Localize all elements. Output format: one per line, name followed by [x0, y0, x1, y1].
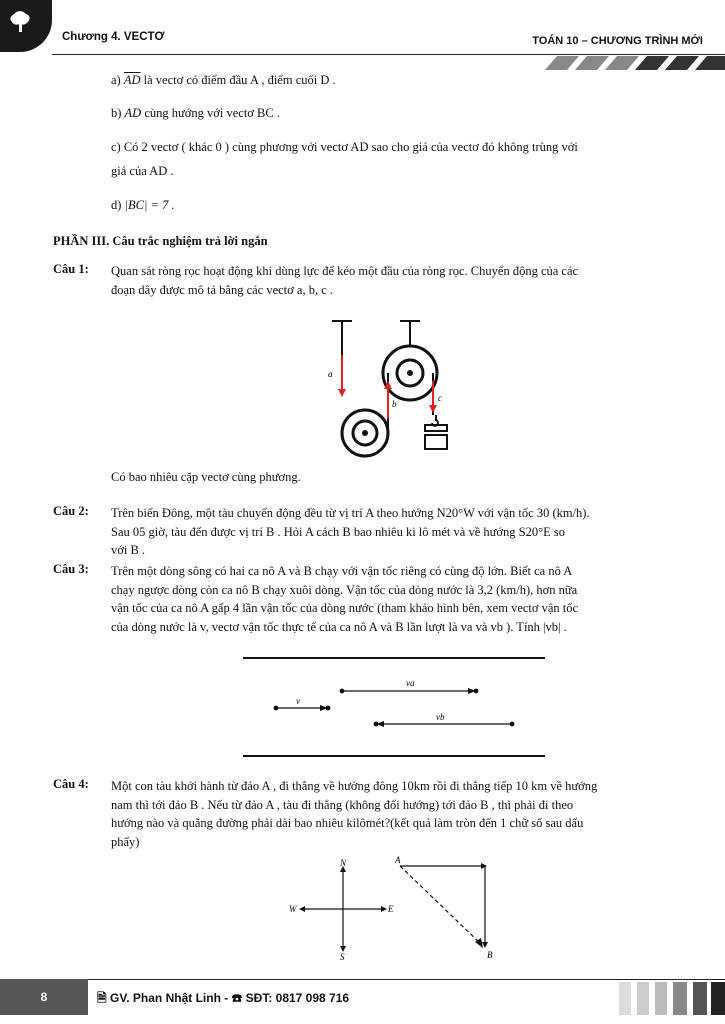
option-d: d) |BC| = 7 .: [111, 198, 175, 212]
q4-line-1: Một con tàu khởi hành từ đảo A , đi thẳng về hướng đông 10km rồi đi thẳng tiếp 10 km về hướng: [111, 779, 598, 793]
footer-bars: [615, 979, 725, 1015]
q4-label: Câu 4:: [53, 777, 89, 791]
q4-line-2: nam thì tới đảo B . Nếu từ đảo A , tàu đi thẳng (không đổi hướng) tới đảo B , thì phải đi theo: [111, 797, 574, 812]
q3-line-1: Trên một dòng sông có hai ca nô A và B chạy với vận tốc riêng có cùng độ lớn. Biết ca nô A: [111, 564, 573, 578]
header-logo: [0, 0, 52, 52]
q4-line-3: hướng nào và quãng đường phải dài bao nhiêu kilômét?(kết quả làm tròn đến 1 chữ số sau dấu: [111, 816, 584, 830]
q3-label: Câu 3:: [53, 562, 89, 576]
author-name: GV. Phan Nhật Linh: [110, 991, 221, 1005]
q1-line-1: Quan sát ròng rọc hoạt động khi dùng lực để kéo một đầu của ròng rọc. Chuyển động của các: [111, 264, 579, 278]
vec-v-label: v: [296, 696, 300, 706]
east-label: E: [388, 904, 394, 914]
q1-text: [111, 262, 673, 299]
vec-a-label: a: [328, 369, 333, 379]
chapter-title: Chương 4. VECTƠ: [62, 31, 165, 43]
phone-icon: ☎: [231, 991, 243, 1005]
q3-line-3: vận tốc của ca nô A gấp 4 lần vận tốc của dòng nước (tham khảo hình bên, xem vectơ vận tốc: [111, 601, 579, 615]
option-c: c) Có 2 vectơ ( khác 0 ) cùng phương với vectơ AD sao cho giá của vectơ đó không trùng với: [111, 140, 578, 154]
footer-author: [97, 989, 349, 1010]
q3-line-2: chạy ngược dòng còn ca nô B chạy xuôi dòng. Vận tốc của dòng nước là 3,2 (km/h), hơn nữa: [111, 582, 578, 597]
south-label: S: [340, 952, 345, 962]
q1-label: Câu 1:: [53, 262, 89, 276]
q1-after: Có bao nhiêu cặp vectơ cùng phương.: [111, 470, 301, 484]
author-phone: SĐT: 0817 098 716: [245, 991, 350, 1005]
q2-line-3: với B .: [111, 543, 146, 557]
q2-label: Câu 2:: [53, 504, 89, 518]
pulley-figure: [320, 315, 460, 460]
q4-text: [111, 777, 673, 851]
header-stripes: [535, 56, 725, 70]
document-icon: 🗎: [97, 991, 107, 1005]
section-title: PHẦN III. Câu trắc nghiệm trả lời ngắn: [53, 234, 268, 248]
option-c-line2: giá của AD .: [111, 164, 174, 178]
q2-text: [111, 504, 673, 560]
page-number: 8: [0, 979, 88, 1015]
q3-line-4: của dòng nước là v, vectơ vận tốc thực tế của ca nô A và B lần lượt là va và vb ). Tính |vb| .: [111, 619, 567, 634]
vec-b-label: b: [392, 399, 397, 409]
vec-c-label: c: [438, 393, 442, 403]
north-label: N: [340, 858, 347, 868]
q1-line-2: đoạn dây được mô tả bằng các vectơ a, b, c .: [111, 282, 333, 297]
course-title: TOÁN 10 – CHƯƠNG TRÌNH MỚI: [532, 35, 703, 47]
option-b: b) AD cùng hướng với vectơ BC .: [111, 106, 280, 120]
footer-separator: -: [224, 991, 229, 1005]
point-a-label: A: [395, 855, 401, 865]
q4-line-4: phẩy): [111, 834, 140, 849]
header-divider: [52, 54, 725, 55]
vec-vb-label: vb: [436, 712, 445, 722]
footer: [0, 979, 725, 1015]
vec-va-label: va: [406, 678, 415, 688]
q2-line-2: Sau 05 giờ, tàu đến được vị trí B . Hỏi A cách B bao nhiêu ki lô mét và về hướng S20°E so: [111, 524, 565, 539]
q2-line-1: Trên biển Đông, một tàu chuyển động đều từ vị trí A theo hướng N20°W với vận tốc 30 (km/h).: [111, 506, 590, 520]
option-a: a) $\overline{AD}$ là vectơ có điểm đầu A , điểm cuối D .: [111, 73, 336, 87]
point-b-label: B: [487, 950, 493, 960]
west-label: W: [289, 904, 297, 914]
q3-text: [111, 562, 673, 636]
river-figure: [240, 652, 550, 762]
compass-figure: [285, 852, 500, 964]
